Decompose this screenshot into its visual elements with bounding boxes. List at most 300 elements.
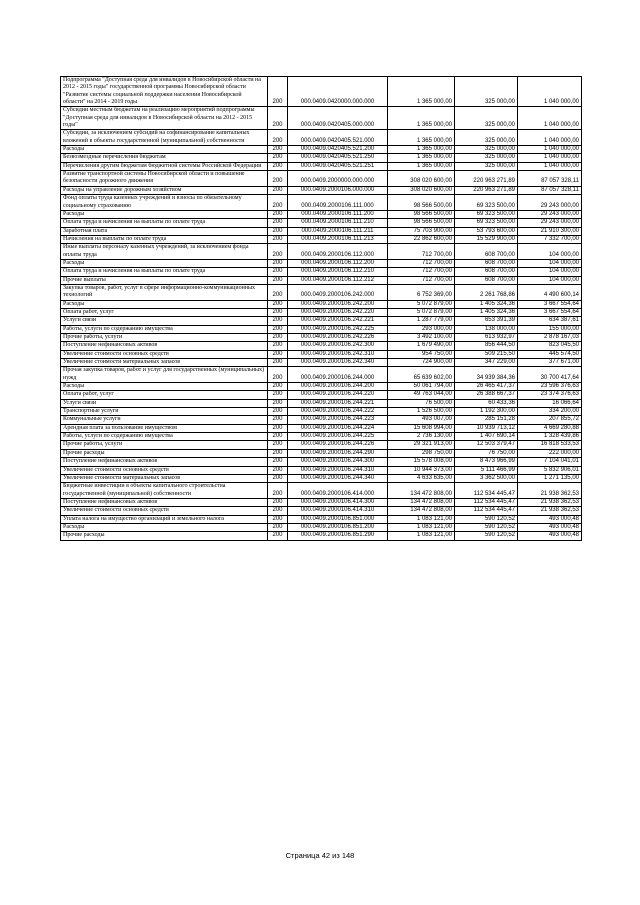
row-unexecuted-amount: 3 667 554,64 xyxy=(518,300,582,308)
row-approved-amount: 308 020 600,00 xyxy=(388,186,455,194)
row-admin-code: 200 xyxy=(268,449,288,457)
row-name: Услуги связи xyxy=(61,317,268,325)
table-row xyxy=(61,227,582,235)
row-approved-amount: 954 750,00 xyxy=(388,350,455,358)
row-unexecuted-amount: 5 832 906,01 xyxy=(518,466,582,474)
row-admin-code: 200 xyxy=(268,268,288,276)
row-admin-code: 200 xyxy=(268,507,288,515)
table-row xyxy=(61,325,582,333)
row-approved-amount: 6 752 369,00 xyxy=(388,284,455,300)
row-approved-amount: 1 365 000,00 xyxy=(388,154,455,162)
row-admin-code: 200 xyxy=(268,532,288,540)
table-row xyxy=(61,186,582,194)
table-row xyxy=(61,210,582,218)
row-unexecuted-amount: 207 855,72 xyxy=(518,416,582,424)
row-name: Оплата работ, услуг xyxy=(61,391,268,399)
row-unexecuted-amount: 493 000,48 xyxy=(518,515,582,523)
row-approved-amount: 15 578 008,00 xyxy=(388,458,455,466)
row-unexecuted-amount: 30 700 417,64 xyxy=(518,367,582,383)
table-row xyxy=(61,507,582,515)
table-row xyxy=(61,474,582,482)
row-unexecuted-amount: 7 104 041,01 xyxy=(518,458,582,466)
table-row xyxy=(61,466,582,474)
row-classification-code: 000.0409.2000106.242.225 xyxy=(288,325,388,333)
table-row xyxy=(61,300,582,308)
row-admin-code: 200 xyxy=(268,408,288,416)
row-approved-amount: 134 472 808,00 xyxy=(388,498,455,506)
row-classification-code: 000.0409.2000106.242.221 xyxy=(288,317,388,325)
row-name: Уплата налога на имущество организаций и земельного налога xyxy=(61,515,268,523)
row-executed-amount: 15 529 900,00 xyxy=(455,235,518,243)
row-classification-code: 000.0409.2000000.000.000 xyxy=(288,171,388,187)
row-name: Подпрограмма "Доступная среда для инвалидов в Новосибирской области на 2012 - 2015 годы" государственной программы Новосибирской области "Развитие системы социальной поддержки населения Новосибирской области" на 2014 - 2019 годы xyxy=(61,77,268,107)
table-row xyxy=(61,235,582,243)
row-classification-code: 000.0409.2000106.242.310 xyxy=(288,350,388,358)
row-name: Бюджетные инвестиции в объекты капитального строительства государственной (муниципальной) собственности xyxy=(61,483,268,499)
row-name: Транспортные услуги xyxy=(61,408,268,416)
row-unexecuted-amount: 29 243 000,00 xyxy=(518,195,582,211)
row-executed-amount: 590 120,52 xyxy=(455,523,518,531)
row-classification-code: 000.0409.2000106.414.000 xyxy=(288,483,388,499)
row-approved-amount: 1 083 121,00 xyxy=(388,523,455,531)
row-approved-amount: 134 472 808,00 xyxy=(388,507,455,515)
row-approved-amount: 712 700,00 xyxy=(388,268,455,276)
row-unexecuted-amount: 87 057 328,11 xyxy=(518,171,582,187)
row-unexecuted-amount: 1 040 000,00 xyxy=(518,77,582,107)
row-classification-code: 000.0409.0420405.521.000 xyxy=(288,130,388,146)
table-row xyxy=(61,130,582,146)
row-name: Работы, услуги по содержанию имущества xyxy=(61,433,268,441)
row-executed-amount: 112 534 445,47 xyxy=(455,507,518,515)
row-name: Арендная плата за пользование имуществом xyxy=(61,424,268,432)
row-unexecuted-amount: 104 000,00 xyxy=(518,276,582,284)
row-approved-amount: 5 072 879,00 xyxy=(388,308,455,316)
row-classification-code: 000.0409.2000106.242.200 xyxy=(288,300,388,308)
row-unexecuted-amount: 1 040 000,00 xyxy=(518,130,582,146)
row-name: Поступление нефинансовых активов xyxy=(61,458,268,466)
row-executed-amount: 325 000,00 xyxy=(455,154,518,162)
row-admin-code: 200 xyxy=(268,235,288,243)
row-classification-code: 000.0409.0420405.521.200 xyxy=(288,146,388,154)
row-executed-amount: 590 120,52 xyxy=(455,515,518,523)
row-approved-amount: 1 679 490,00 xyxy=(388,342,455,350)
row-unexecuted-amount: 87 057 328,11 xyxy=(518,186,582,194)
row-admin-code: 200 xyxy=(268,342,288,350)
row-executed-amount: 608 700,00 xyxy=(455,268,518,276)
row-admin-code: 200 xyxy=(268,276,288,284)
budget-table-body xyxy=(61,77,582,541)
row-classification-code: 000.0409.2000106.112.210 xyxy=(288,268,388,276)
row-classification-code: 000.0409.2000106.111.000 xyxy=(288,195,388,211)
table-row xyxy=(61,424,582,432)
row-unexecuted-amount: 823 045,50 xyxy=(518,342,582,350)
row-executed-amount: 590 120,52 xyxy=(455,532,518,540)
table-row xyxy=(61,532,582,540)
row-executed-amount: 12 503 379,47 xyxy=(455,441,518,449)
row-name: Расходы xyxy=(61,210,268,218)
row-classification-code: 000.0409.2000106.851.200 xyxy=(288,523,388,531)
row-admin-code: 200 xyxy=(268,416,288,424)
row-classification-code: 000.0409.2000106.242.340 xyxy=(288,359,388,367)
row-name: Расходы xyxy=(61,146,268,154)
row-executed-amount: 608 700,00 xyxy=(455,244,518,260)
row-unexecuted-amount: 21 938 362,53 xyxy=(518,498,582,506)
row-admin-code: 200 xyxy=(268,441,288,449)
row-classification-code: 000.0409.0420405.000.000 xyxy=(288,107,388,130)
table-row xyxy=(61,408,582,416)
row-approved-amount: 293 000,00 xyxy=(388,325,455,333)
table-row xyxy=(61,383,582,391)
table-row xyxy=(61,171,582,187)
row-executed-amount: 34 939 384,36 xyxy=(455,367,518,383)
row-approved-amount: 4 633 635,00 xyxy=(388,474,455,482)
row-executed-amount: 325 000,00 xyxy=(455,77,518,107)
row-classification-code: 000.0409.2000106.244.226 xyxy=(288,441,388,449)
table-row xyxy=(61,162,582,170)
table-row xyxy=(61,350,582,358)
row-admin-code: 200 xyxy=(268,130,288,146)
table-row xyxy=(61,458,582,466)
row-name: Поступление нефинансовых активов xyxy=(61,498,268,506)
row-approved-amount: 10 944 373,00 xyxy=(388,466,455,474)
table-row xyxy=(61,276,582,284)
row-approved-amount: 65 639 602,00 xyxy=(388,367,455,383)
row-unexecuted-amount: 21 938 362,53 xyxy=(518,483,582,499)
row-classification-code: 000.0409.2000106.244.000 xyxy=(288,367,388,383)
table-row xyxy=(61,244,582,260)
table-row xyxy=(61,441,582,449)
row-executed-amount: 60 433,36 xyxy=(455,399,518,407)
row-executed-amount: 69 323 500,00 xyxy=(455,210,518,218)
row-executed-amount: 69 323 500,00 xyxy=(455,195,518,211)
row-approved-amount: 1 365 000,00 xyxy=(388,107,455,130)
table-row xyxy=(61,483,582,499)
row-classification-code: 000.0409.0420405.521.250 xyxy=(288,154,388,162)
row-name: Работы, услуги по содержанию имущества xyxy=(61,325,268,333)
table-row xyxy=(61,107,582,130)
row-unexecuted-amount: 222 000,00 xyxy=(518,449,582,457)
table-row xyxy=(61,367,582,383)
row-name: Расходы xyxy=(61,523,268,531)
row-executed-amount: 8 473 966,99 xyxy=(455,458,518,466)
row-classification-code: 000.0409.2000106.244.290 xyxy=(288,449,388,457)
row-approved-amount: 308 020 600,00 xyxy=(388,171,455,187)
row-approved-amount: 76 500,00 xyxy=(388,399,455,407)
row-admin-code: 200 xyxy=(268,171,288,187)
row-executed-amount: 112 534 445,47 xyxy=(455,498,518,506)
row-executed-amount: 26 388 667,37 xyxy=(455,391,518,399)
row-admin-code: 200 xyxy=(268,107,288,130)
page-number-footer: Страница 42 из 148 xyxy=(285,851,355,860)
table-row xyxy=(61,259,582,267)
row-unexecuted-amount: 1 040 000,00 xyxy=(518,146,582,154)
row-name: Иные выплаты персоналу казенных учреждений, за исключением фонда оплаты труда xyxy=(61,244,268,260)
row-classification-code: 000.0409.2000106.244.220 xyxy=(288,391,388,399)
row-executed-amount: 608 700,00 xyxy=(455,259,518,267)
row-classification-code: 000.0409.2000106.242.226 xyxy=(288,334,388,342)
row-unexecuted-amount: 4 490 600,14 xyxy=(518,284,582,300)
row-admin-code: 200 xyxy=(268,350,288,358)
row-executed-amount: 347 229,00 xyxy=(455,359,518,367)
row-approved-amount: 724 900,00 xyxy=(388,359,455,367)
row-admin-code: 200 xyxy=(268,523,288,531)
row-admin-code: 200 xyxy=(268,466,288,474)
table-row xyxy=(61,359,582,367)
row-unexecuted-amount: 23 374 376,63 xyxy=(518,391,582,399)
row-unexecuted-amount: 23 596 376,63 xyxy=(518,383,582,391)
table-row xyxy=(61,498,582,506)
table-row xyxy=(61,154,582,162)
row-classification-code: 000.0409.2000106.112.200 xyxy=(288,259,388,267)
row-executed-amount: 653 391,39 xyxy=(455,317,518,325)
row-name: Оплата работ, услуг xyxy=(61,308,268,316)
row-executed-amount: 1 192 300,00 xyxy=(455,408,518,416)
row-classification-code: 000.0409.2000106.111.211 xyxy=(288,227,388,235)
row-approved-amount: 50 061 794,00 xyxy=(388,383,455,391)
row-executed-amount: 3 362 500,00 xyxy=(455,474,518,482)
row-approved-amount: 1 526 500,00 xyxy=(388,408,455,416)
row-approved-amount: 29 321 913,00 xyxy=(388,441,455,449)
row-admin-code: 200 xyxy=(268,162,288,170)
row-approved-amount: 493 007,00 xyxy=(388,416,455,424)
row-classification-code: 000.0409.2000106.244.223 xyxy=(288,416,388,424)
row-approved-amount: 5 072 879,00 xyxy=(388,300,455,308)
table-row xyxy=(61,195,582,211)
row-unexecuted-amount: 377 671,00 xyxy=(518,359,582,367)
row-executed-amount: 1 405 324,36 xyxy=(455,308,518,316)
row-unexecuted-amount: 493 000,48 xyxy=(518,532,582,540)
row-admin-code: 200 xyxy=(268,300,288,308)
row-approved-amount: 98 566 500,00 xyxy=(388,219,455,227)
row-admin-code: 200 xyxy=(268,227,288,235)
table-row xyxy=(61,433,582,441)
row-admin-code: 200 xyxy=(268,424,288,432)
row-name: Увеличение стоимости основных средств xyxy=(61,507,268,515)
table-row xyxy=(61,391,582,399)
row-admin-code: 200 xyxy=(268,458,288,466)
row-name: Увеличение стоимости материальных запасов xyxy=(61,359,268,367)
row-classification-code: 000.0409.2000106.244.224 xyxy=(288,424,388,432)
row-classification-code: 000.0409.2000106.244.225 xyxy=(288,433,388,441)
row-admin-code: 200 xyxy=(268,383,288,391)
table-row xyxy=(61,284,582,300)
row-classification-code: 000.0409.2000106.244.300 xyxy=(288,458,388,466)
row-name: Увеличение стоимости основных средств xyxy=(61,466,268,474)
row-approved-amount: 712 700,00 xyxy=(388,259,455,267)
row-classification-code: 000.0409.2000106.242.300 xyxy=(288,342,388,350)
row-unexecuted-amount: 445 574,50 xyxy=(518,350,582,358)
row-name: Развитие транспортной системы Новосибирской области и повышение безопасности дорожного движения xyxy=(61,171,268,187)
row-approved-amount: 22 862 600,00 xyxy=(388,235,455,243)
row-unexecuted-amount: 1 040 000,00 xyxy=(518,162,582,170)
row-approved-amount: 298 750,00 xyxy=(388,449,455,457)
row-executed-amount: 856 444,50 xyxy=(455,342,518,350)
row-name: Закупка товаров, работ, услуг в сфере информационно-коммуникационных технологий xyxy=(61,284,268,300)
row-unexecuted-amount: 3 667 554,64 xyxy=(518,308,582,316)
row-name: Поступление нефинансовых активов xyxy=(61,342,268,350)
row-approved-amount: 15 608 994,00 xyxy=(388,424,455,432)
row-executed-amount: 325 000,00 xyxy=(455,162,518,170)
row-executed-amount: 112 534 445,47 xyxy=(455,483,518,499)
row-unexecuted-amount: 334 200,00 xyxy=(518,408,582,416)
row-executed-amount: 53 793 600,00 xyxy=(455,227,518,235)
row-approved-amount: 712 700,00 xyxy=(388,244,455,260)
row-name: Перечисления другим бюджетам бюджетной системы Российской Федерации xyxy=(61,162,268,170)
row-executed-amount: 26 465 417,37 xyxy=(455,383,518,391)
row-classification-code: 000.0409.2000106.112.212 xyxy=(288,276,388,284)
row-name: Прочие расходы xyxy=(61,449,268,457)
row-executed-amount: 325 000,00 xyxy=(455,146,518,154)
table-row xyxy=(61,77,582,107)
row-classification-code: 000.0409.2000106.242.220 xyxy=(288,308,388,316)
budget-table xyxy=(60,76,582,541)
row-name: Коммунальные услуги xyxy=(61,416,268,424)
row-classification-code: 000.0409.2000106.244.222 xyxy=(288,408,388,416)
row-approved-amount: 1 365 000,00 xyxy=(388,77,455,107)
row-unexecuted-amount: 29 243 000,00 xyxy=(518,210,582,218)
row-classification-code: 000.0409.2000106.414.300 xyxy=(288,498,388,506)
table-row xyxy=(61,416,582,424)
row-admin-code: 200 xyxy=(268,284,288,300)
row-executed-amount: 1 407 690,14 xyxy=(455,433,518,441)
row-name: Субсидии местным бюджетам на реализацию мероприятий подпрограммы "Доступная среда для инвалидов в Новосибирской области на 2012 - 2015 годы" xyxy=(61,107,268,130)
row-admin-code: 200 xyxy=(268,259,288,267)
row-admin-code: 200 xyxy=(268,474,288,482)
row-admin-code: 200 xyxy=(268,308,288,316)
row-admin-code: 200 xyxy=(268,483,288,499)
row-admin-code: 200 xyxy=(268,391,288,399)
row-executed-amount: 138 000,00 xyxy=(455,325,518,333)
row-executed-amount: 613 932,97 xyxy=(455,334,518,342)
row-admin-code: 200 xyxy=(268,186,288,194)
row-approved-amount: 98 566 500,00 xyxy=(388,210,455,218)
row-executed-amount: 1 405 324,36 xyxy=(455,300,518,308)
row-classification-code: 000.0409.2000106.000.000 xyxy=(288,186,388,194)
row-name: Фонд оплаты труда казенных учреждений и взносы по обязательному социальному страхованию xyxy=(61,195,268,211)
row-classification-code: 000.0409.2000106.851.290 xyxy=(288,532,388,540)
row-unexecuted-amount: 493 000,48 xyxy=(518,523,582,531)
row-admin-code: 200 xyxy=(268,367,288,383)
table-row xyxy=(61,317,582,325)
row-approved-amount: 1 083 121,00 xyxy=(388,515,455,523)
row-name: Заработная плата xyxy=(61,227,268,235)
row-name: Расходы xyxy=(61,300,268,308)
row-approved-amount: 49 763 044,00 xyxy=(388,391,455,399)
row-admin-code: 200 xyxy=(268,210,288,218)
row-unexecuted-amount: 4 669 280,88 xyxy=(518,424,582,432)
row-admin-code: 200 xyxy=(268,359,288,367)
row-executed-amount: 325 000,00 xyxy=(455,107,518,130)
row-name: Расходы на управление дорожным хозяйством xyxy=(61,186,268,194)
row-unexecuted-amount: 1 271 135,00 xyxy=(518,474,582,482)
row-name: Прочие работы, услуги xyxy=(61,441,268,449)
row-admin-code: 200 xyxy=(268,515,288,523)
row-approved-amount: 1 365 000,00 xyxy=(388,146,455,154)
row-classification-code: 000.0409.2000106.244.310 xyxy=(288,466,388,474)
row-approved-amount: 3 492 100,00 xyxy=(388,334,455,342)
row-unexecuted-amount: 16 818 533,53 xyxy=(518,441,582,449)
row-approved-amount: 1 365 000,00 xyxy=(388,162,455,170)
row-name: Оплата труда и начисления на выплаты по оплате труда xyxy=(61,268,268,276)
row-name: Начисления на выплаты по оплате труда xyxy=(61,235,268,243)
row-classification-code: 000.0409.2000106.244.221 xyxy=(288,399,388,407)
row-classification-code: 000.0409.2000106.111.213 xyxy=(288,235,388,243)
row-executed-amount: 2 261 768,86 xyxy=(455,284,518,300)
row-executed-amount: 285 151,28 xyxy=(455,416,518,424)
row-name: Субсидии, за исключением субсидий на софинансирование капитальных вложений в объекты государственной (муниципальной) собственности xyxy=(61,130,268,146)
row-admin-code: 200 xyxy=(268,146,288,154)
row-name: Расходы xyxy=(61,383,268,391)
table-row xyxy=(61,219,582,227)
table-row xyxy=(61,342,582,350)
row-unexecuted-amount: 1 328 439,86 xyxy=(518,433,582,441)
row-name: Оплата труда и начисления на выплаты по оплате труда xyxy=(61,219,268,227)
table-row xyxy=(61,399,582,407)
row-admin-code: 200 xyxy=(268,399,288,407)
table-row xyxy=(61,523,582,531)
row-executed-amount: 608 700,00 xyxy=(455,276,518,284)
row-unexecuted-amount: 7 332 700,00 xyxy=(518,235,582,243)
row-classification-code: 000.0409.2000106.851.000 xyxy=(288,515,388,523)
row-classification-code: 000.0409.2000106.111.200 xyxy=(288,210,388,218)
row-executed-amount: 76 750,00 xyxy=(455,449,518,457)
row-name: Расходы xyxy=(61,259,268,267)
row-name: Увеличение стоимости основных средств xyxy=(61,350,268,358)
row-classification-code: 000.0409.2000106.244.340 xyxy=(288,474,388,482)
row-name: Прочие расходы xyxy=(61,532,268,540)
row-executed-amount: 325 000,00 xyxy=(455,130,518,146)
row-approved-amount: 134 472 808,00 xyxy=(388,483,455,499)
row-unexecuted-amount: 634 387,61 xyxy=(518,317,582,325)
row-name: Прочая закупка товаров, работ и услуг для государственных (муниципальных) нужд xyxy=(61,367,268,383)
row-classification-code: 000.0409.2000106.244.200 xyxy=(288,383,388,391)
row-name: Прочие выплаты xyxy=(61,276,268,284)
row-name: Безвозмездные перечисления бюджетам xyxy=(61,154,268,162)
row-admin-code: 200 xyxy=(268,325,288,333)
row-admin-code: 200 xyxy=(268,154,288,162)
row-admin-code: 200 xyxy=(268,219,288,227)
row-classification-code: 000.0409.0420405.521.251 xyxy=(288,162,388,170)
row-admin-code: 200 xyxy=(268,334,288,342)
row-unexecuted-amount: 2 878 167,03 xyxy=(518,334,582,342)
row-name: Прочие работы, услуги xyxy=(61,334,268,342)
table-row xyxy=(61,515,582,523)
row-executed-amount: 69 323 500,00 xyxy=(455,219,518,227)
table-row xyxy=(61,268,582,276)
row-classification-code: 000.0409.2000106.111.210 xyxy=(288,219,388,227)
table-row xyxy=(61,308,582,316)
row-admin-code: 200 xyxy=(268,244,288,260)
row-unexecuted-amount: 21 938 362,53 xyxy=(518,507,582,515)
row-admin-code: 200 xyxy=(268,195,288,211)
row-executed-amount: 220 963 271,89 xyxy=(455,186,518,194)
row-unexecuted-amount: 29 243 000,00 xyxy=(518,219,582,227)
row-admin-code: 200 xyxy=(268,498,288,506)
row-approved-amount: 98 566 500,00 xyxy=(388,195,455,211)
row-approved-amount: 1 287 779,00 xyxy=(388,317,455,325)
row-approved-amount: 1 365 000,00 xyxy=(388,130,455,146)
row-approved-amount: 1 083 121,00 xyxy=(388,532,455,540)
row-approved-amount: 75 703 900,00 xyxy=(388,227,455,235)
row-executed-amount: 5 111 466,99 xyxy=(455,466,518,474)
row-classification-code: 000.0409.2000106.242.000 xyxy=(288,284,388,300)
row-name: Увеличение стоимости материальных запасов xyxy=(61,474,268,482)
row-approved-amount: 712 700,00 xyxy=(388,276,455,284)
row-unexecuted-amount: 155 000,00 xyxy=(518,325,582,333)
table-row xyxy=(61,334,582,342)
row-executed-amount: 509 215,50 xyxy=(455,350,518,358)
row-unexecuted-amount: 21 910 300,00 xyxy=(518,227,582,235)
